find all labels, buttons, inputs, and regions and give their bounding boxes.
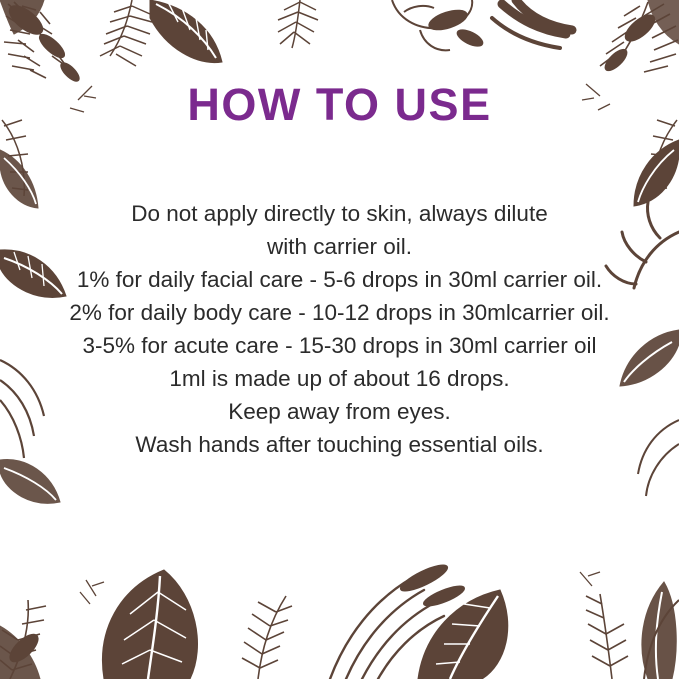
- instruction-line: Keep away from eyes.: [228, 399, 451, 424]
- instructions-text: [20, 197, 660, 461]
- page-title: HOW TO USE: [187, 79, 492, 130]
- instruction-line: with carrier oil.: [266, 234, 413, 259]
- instruction-line: 2% for daily body care - 10-12 drops in 30mlcarrier oil.: [69, 300, 610, 325]
- instruction-line: Do not apply directly to skin, always dilute: [131, 201, 548, 226]
- instruction-line: 1% for daily facial care - 5-6 drops in 30ml carrier oil.: [76, 267, 603, 292]
- instruction-line: Wash hands after touching essential oils.: [135, 432, 544, 457]
- instruction-line: 1ml is made up of about 16 drops.: [169, 366, 510, 391]
- instruction-line: 3-5% for acute care - 15-30 drops in 30ml carrier oil: [82, 333, 597, 358]
